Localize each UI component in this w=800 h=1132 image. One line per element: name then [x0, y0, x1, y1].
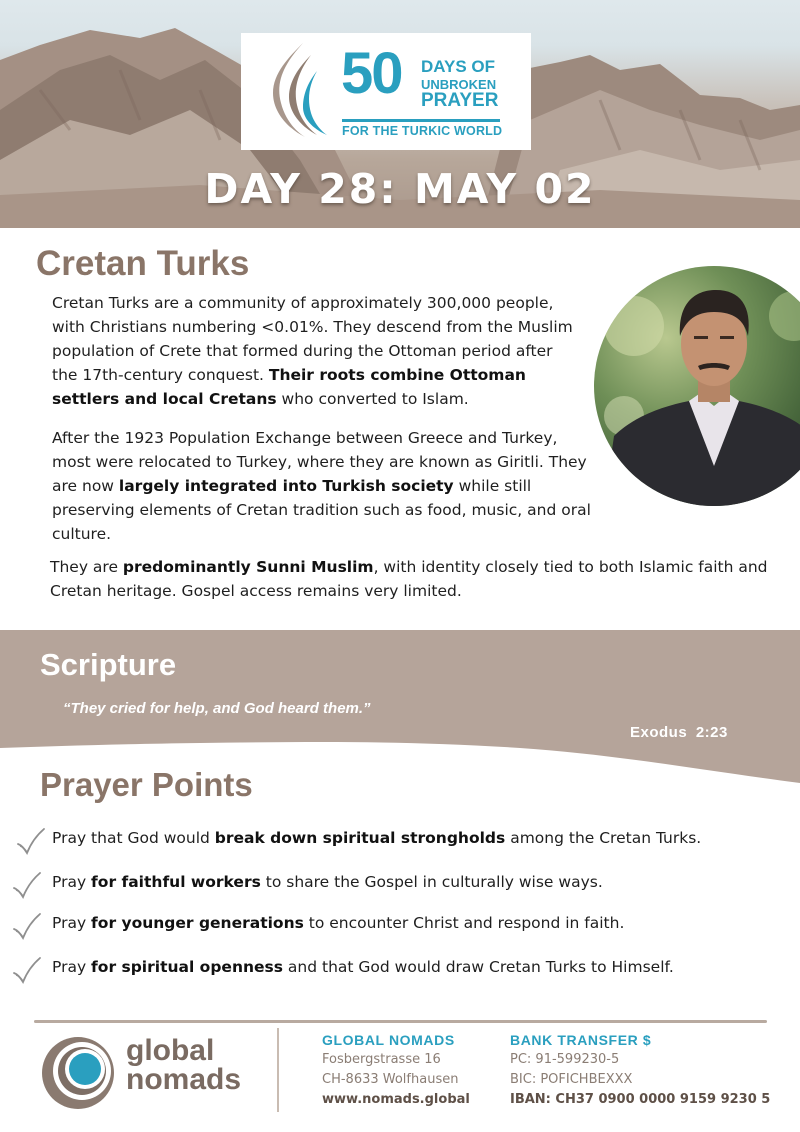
footer-rule — [34, 1020, 767, 1023]
footer-city: CH-8633 Wolfhausen — [322, 1072, 459, 1087]
emphasis-text: for spiritual openness — [91, 958, 283, 976]
body-text: They are — [50, 558, 123, 576]
body-text: Pray — [52, 914, 92, 932]
check-icon — [12, 955, 42, 985]
emphasis-text: for faithful workers — [91, 873, 261, 891]
body-text: to share the Gospel in culturally wise ways. — [260, 873, 603, 891]
prayer-points-title: Prayer Points — [40, 766, 253, 803]
portrait-figure — [594, 266, 800, 506]
people-group-title: Cretan Turks — [36, 244, 250, 283]
logo-line-unbroken: UNBROKEN — [421, 77, 497, 92]
footer-bank-iban: IBAN: CH37 0900 0000 9159 9230 5 — [510, 1092, 771, 1107]
prayer-point-text — [52, 873, 603, 891]
footer-street: Fosbergstrasse 16 — [322, 1052, 441, 1067]
body-text: , with identity closely tied to both Islamic faith and Cretan heritage. Gospel access remains very limited. — [50, 558, 768, 600]
footer-bank-column — [510, 1030, 770, 1110]
emphasis-text: break down spiritual strongholds — [214, 829, 506, 847]
body-text: who converted to Islam. — [276, 390, 469, 408]
prayer-point — [0, 826, 800, 856]
body-text: Cretan Turks are a community of approximately 300,000 people, with Christians numbering <0.01%. They descend from the Muslim population of Crete that formed during the Ottoman period after the 17th-century conquest. — [52, 294, 573, 384]
body-text: to encounter Christ and respond in faith. — [303, 914, 625, 932]
logo-line-days-of: DAYS OF — [421, 57, 496, 76]
prayer-point-text — [52, 829, 701, 847]
emphasis-text: largely integrated into Turkish society — [118, 477, 454, 495]
footer-logo-text — [126, 1036, 241, 1094]
prayer-point-text — [52, 958, 674, 976]
prayer-point — [0, 870, 800, 900]
footer-logo-line2: nomads — [126, 1063, 242, 1096]
logo-tagline: FOR THE TURKIC WORLD — [342, 124, 503, 138]
footer-bank-heading: BANK TRANSFER $ — [510, 1032, 652, 1048]
portrait-photo — [594, 266, 800, 506]
footer-org-heading: GLOBAL NOMADS — [322, 1032, 455, 1048]
footer-address-column — [322, 1030, 470, 1110]
prayer-point-text — [52, 914, 624, 932]
body-text: Pray that God would — [52, 829, 215, 847]
campaign-logo — [241, 33, 531, 150]
description-paragraph-1 — [52, 291, 582, 411]
day-title: DAY 28: MAY 02 — [204, 165, 596, 213]
footer-bank-bic: BIC: POFICHBEXXX — [510, 1072, 633, 1087]
emphasis-text: Their roots combine Ottoman settlers and local Cretans — [52, 366, 526, 408]
body-text: while still preserving elements of Cretan tradition such as food, music, and oral culture. — [52, 477, 591, 543]
emphasis-text: for younger generations — [91, 914, 304, 932]
global-nomads-logo-icon — [38, 1033, 118, 1113]
check-icon — [12, 870, 42, 900]
body-text: After the 1923 Population Exchange between Greece and Turkey, most were relocated to Turkey, where they are known as Giritli. They are now — [52, 429, 587, 495]
body-text: among the Cretan Turks. — [505, 829, 702, 847]
scripture-reference: Exodus 2:23 — [630, 724, 728, 741]
check-icon — [12, 911, 42, 941]
body-text: Pray — [52, 958, 92, 976]
scripture-title: Scripture — [40, 647, 177, 682]
scripture-quote: “They cried for help, and God heard them.” — [63, 700, 371, 717]
logo-underline — [342, 119, 500, 122]
prayer-point — [0, 911, 800, 941]
body-text: Pray — [52, 873, 92, 891]
footer-logo-line1: global — [126, 1034, 215, 1067]
body-text: and that God would draw Cretan Turks to Himself. — [282, 958, 674, 976]
header-banner — [0, 0, 800, 228]
logo-line-prayer: PRAYER — [421, 90, 499, 111]
footer-divider — [277, 1028, 279, 1112]
check-icon — [16, 826, 46, 856]
footer-website-link[interactable]: www.nomads.global — [322, 1092, 470, 1107]
emphasis-text: predominantly Sunni Muslim — [122, 558, 374, 576]
description-paragraph-3 — [50, 555, 780, 603]
prayer-point — [0, 955, 800, 985]
flame-logo-icon — [265, 41, 331, 141]
footer-bank-pc: PC: 91-599230-5 — [510, 1052, 620, 1067]
description-paragraph-2 — [52, 426, 592, 546]
logo-number: 50 — [341, 41, 402, 106]
